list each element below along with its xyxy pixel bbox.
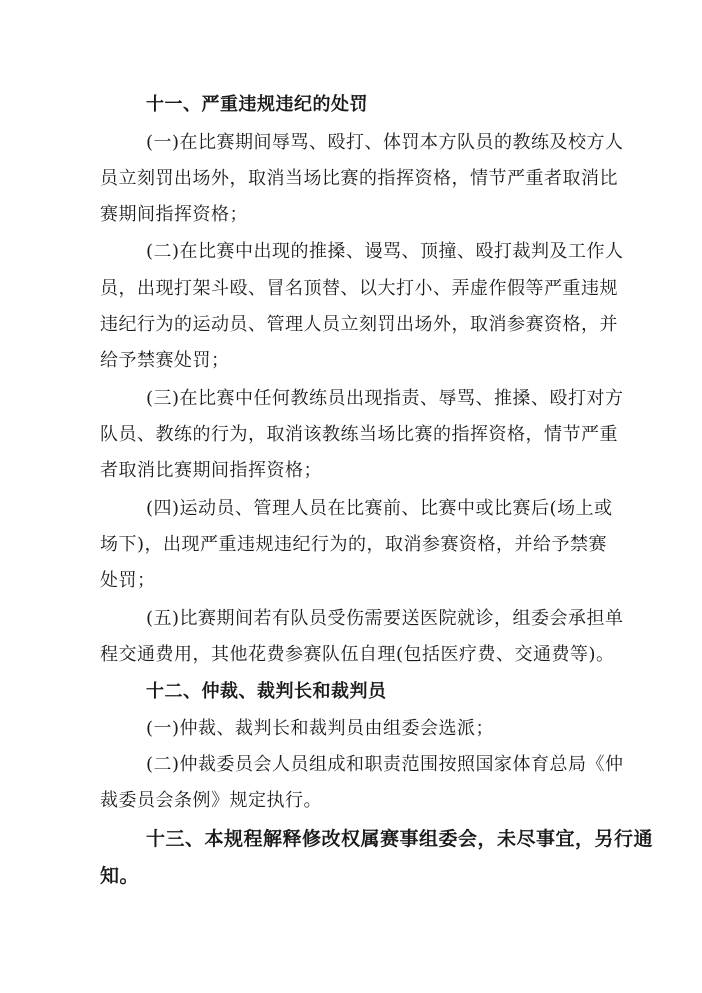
section-heading-13-line-2: 知。 xyxy=(100,865,140,887)
item-11-5-line-1: (五)比赛期间若有队员受伤需要送医院就诊，组委会承担单 xyxy=(146,608,624,629)
item-12-2-line-1: (二)仲裁委员会人员组成和职责范围按照国家体育总局《仲 xyxy=(146,754,624,775)
item-11-4-line-1: (四)运动员、管理人员在比赛前、比赛中或比赛后(场上或 xyxy=(146,498,613,519)
item-11-4-line-2: 场下)，出现严重违规违纪行为的，取消参赛资格，并给予禁赛 xyxy=(100,534,608,555)
item-11-5-line-2: 程交通费用，其他花费参赛队伍自理(包括医疗费、交通费等)。 xyxy=(100,644,615,665)
section-heading-12: 十二、仲裁、裁判长和裁判员 xyxy=(146,681,387,702)
item-11-4-line-3: 处罚； xyxy=(100,570,156,591)
item-11-1-line-1: (一)在比赛期间辱骂、殴打、体罚本方队员的教练及校方人 xyxy=(146,132,624,153)
item-11-2-line-2: 员，出现打架斗殴、冒名顶替、以大打小、弄虚作假等严重违规 xyxy=(100,278,618,299)
item-11-3-line-1: (三)在比赛中任何教练员出现指责、辱骂、推搡、殴打对方 xyxy=(146,388,624,409)
item-12-1-line-1: (一)仲裁、裁判长和裁判员由组委会选派； xyxy=(146,718,495,739)
item-11-3-line-2: 队员、教练的行为，取消该教练当场比赛的指挥资格，情节严重 xyxy=(100,424,618,445)
section-heading-13-line-1: 十三、本规程解释修改权属赛事组委会，未尽事宜，另行通 xyxy=(146,828,654,850)
item-11-1-line-3: 赛期间指挥资格； xyxy=(100,204,248,225)
item-11-3-line-3: 者取消比赛期间指挥资格； xyxy=(100,460,322,481)
item-12-2-line-2: 裁委员会条例》规定执行。 xyxy=(100,790,322,811)
item-11-2-line-3: 违纪行为的运动员、管理人员立刻罚出场外，取消参赛资格，并 xyxy=(100,314,618,335)
item-11-2-line-1: (二)在比赛中出现的推搡、谩骂、顶撞、殴打裁判及工作人 xyxy=(146,241,624,262)
item-11-1-line-2: 员立刻罚出场外，取消当场比赛的指挥资格，情节严重者取消比 xyxy=(100,168,618,189)
item-11-2-line-4: 给予禁赛处罚； xyxy=(100,350,230,371)
section-heading-11: 十一、严重违规违纪的处罚 xyxy=(146,94,368,115)
